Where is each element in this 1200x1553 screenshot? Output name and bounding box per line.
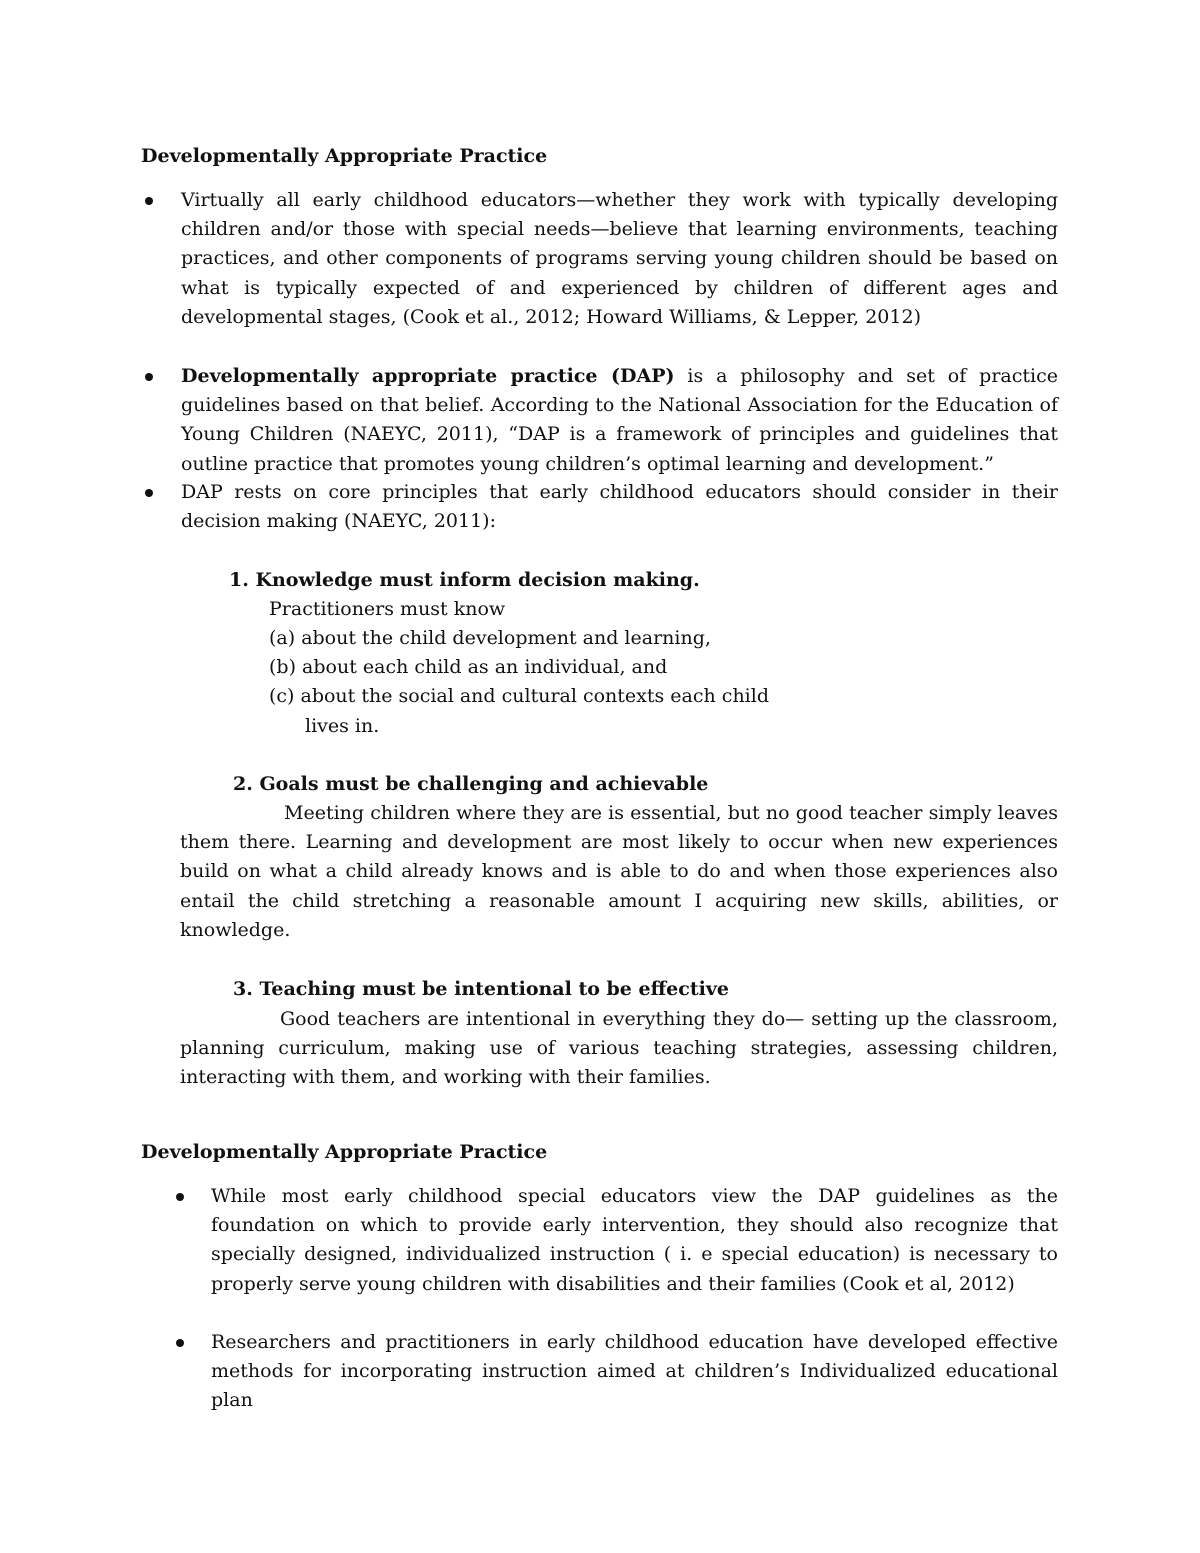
paragraph-researchers: Researchers and practitioners in early childhood education have developed effective methods for incorporating instruction aimed at children’s Individualized educational plan xyxy=(211,1331,1058,1412)
section-heading-2: Developmentally Appropriate Practice xyxy=(141,1141,548,1163)
principle-1-intro: Practitioners must know xyxy=(269,598,506,620)
bullet-icon xyxy=(145,373,153,381)
paragraph-cook-et-al: Virtually all early childhood educators—whether they work with typically developing children and/or those with special needs—believe that learning environments, teaching practices, and other components of programs serving young children should be based on what is typically expected of and experienced by children of different ages and developmental stages, (Cook et al., 2012; Howard Williams, & Lepper, 2012) xyxy=(181,189,1058,328)
bullet-icon xyxy=(176,1339,184,1347)
principle-1-title: 1. Knowledge must inform decision making. xyxy=(229,569,700,591)
principle-2-body: Meeting children where they are is essential, but no good teacher simply leaves them there. Learning and development are most likely to occur when new experiences build on what a child already knows and is able to do and when those experiences also entail the child stretching a reasonable amount I acquiring new skills, abilities, or knowledge. xyxy=(180,802,1058,941)
principle-3-body: Good teachers are intentional in everything they do— setting up the classroom, planning curriculum, making use of various teaching strategies, assessing children, interacting with them, and working with their families. xyxy=(180,1008,1058,1089)
principle-1-item-c-cont: lives in. xyxy=(305,715,380,737)
principle-1-item-b: (b) about each child as an individual, and xyxy=(269,656,668,678)
principle-1-item-a: (a) about the child development and learning, xyxy=(269,627,711,649)
section-heading: Developmentally Appropriate Practice xyxy=(141,145,548,167)
paragraph-dap-definition xyxy=(181,362,1058,479)
dap-definition-text: is a philosophy and set of practice guidelines based on that belief. According to the National Association for the Education of Young Children (NAEYC, 2011), “DAP is a framework of principles and guidelines that outline practice that promotes young children’s optimal learning and development.” xyxy=(181,365,1058,475)
principle-3-title: 3. Teaching must be intentional to be effective xyxy=(233,978,729,1000)
bullet-icon xyxy=(145,489,153,497)
paragraph-special-educators: While most early childhood special educators view the DAP guidelines as the foundation on which to provide early intervention, they should also recognize that specially designed, individualized instruction ( i. e special education) is necessary to properly serve young children with disabilities and their families (Cook et al, 2012) xyxy=(211,1185,1058,1295)
bullet-icon xyxy=(176,1193,184,1201)
bullet-icon xyxy=(145,197,153,205)
dap-term: Developmentally appropriate practice (DAP) xyxy=(181,365,675,387)
principle-2-title: 2. Goals must be challenging and achievable xyxy=(233,773,709,795)
paragraph-core-principles: DAP rests on core principles that early childhood educators should consider in their decision making (NAEYC, 2011): xyxy=(181,481,1058,533)
principle-1-item-c: (c) about the social and cultural contexts each child xyxy=(269,685,769,707)
